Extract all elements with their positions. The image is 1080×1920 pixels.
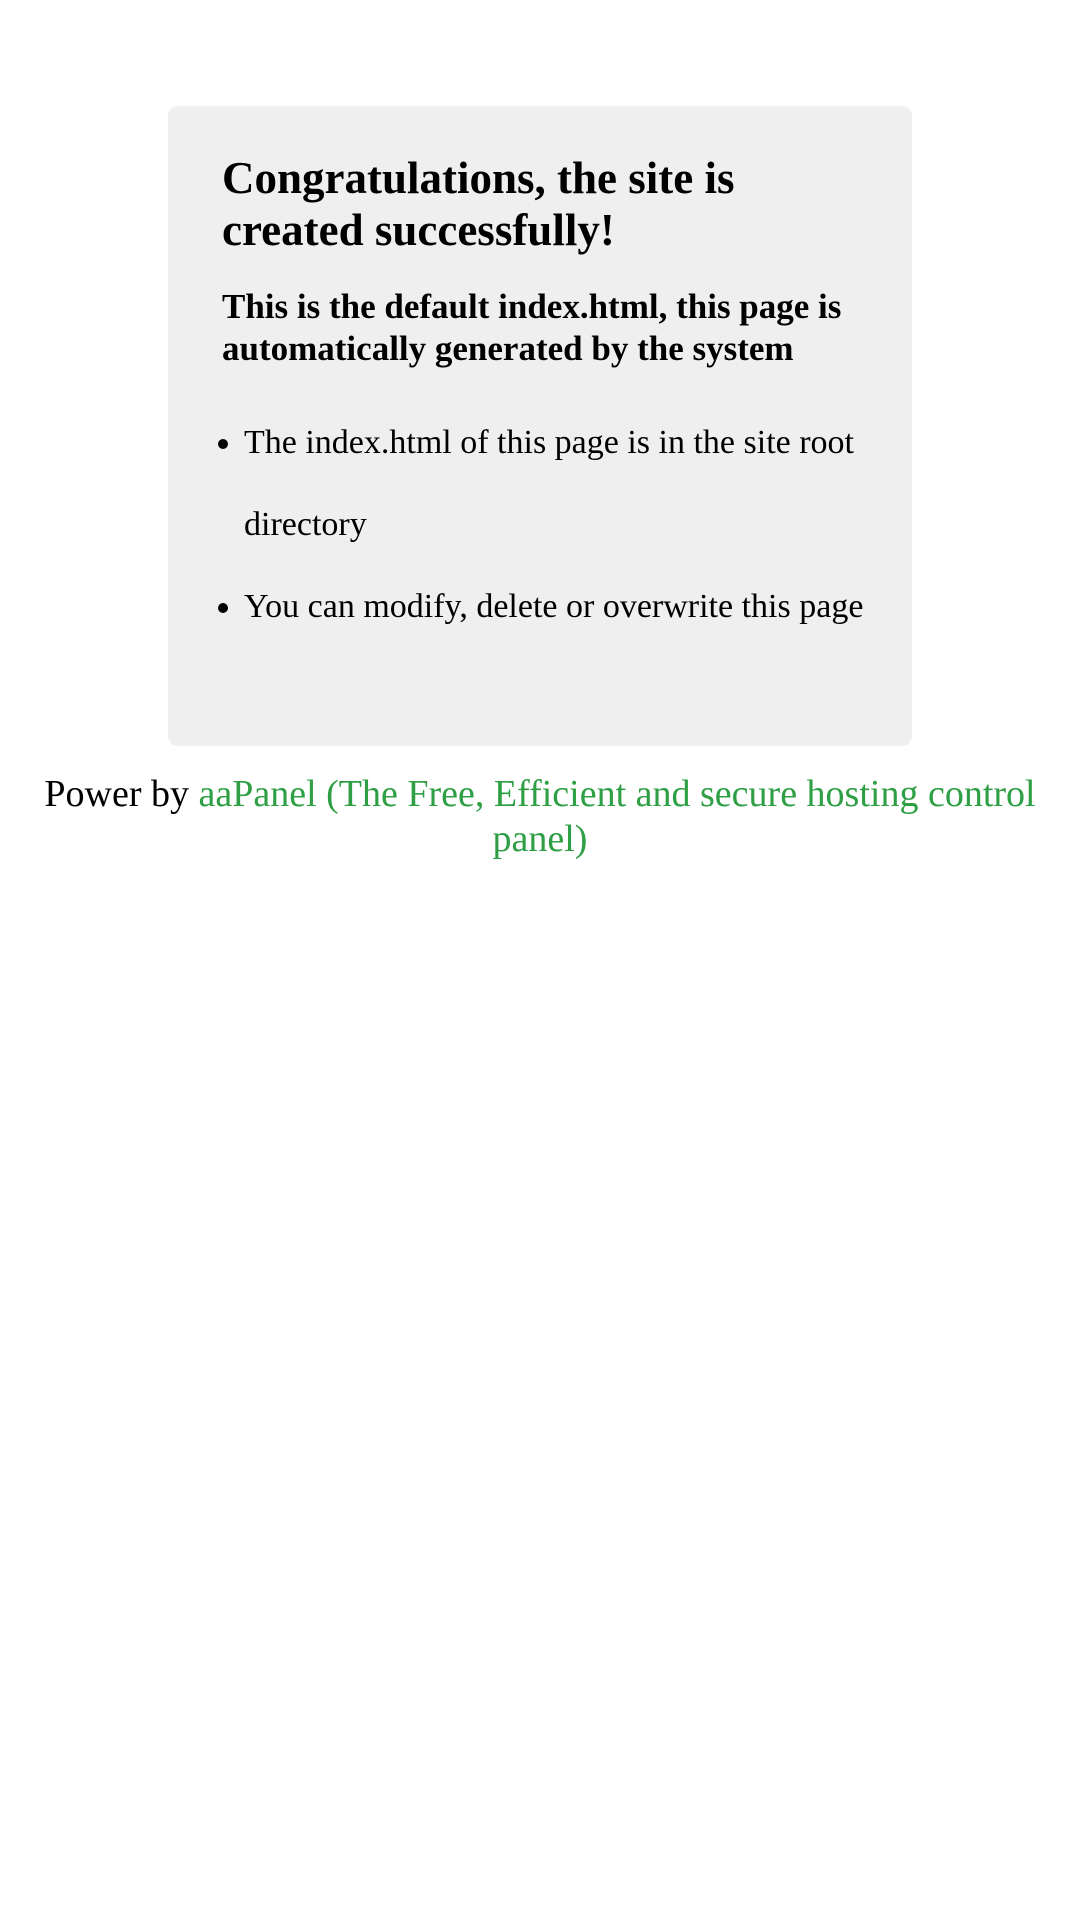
aapanel-link[interactable]: aaPanel (The Free, Efficient and secure hosting control panel) [198,773,1036,860]
footer-prefix: Power by [44,773,199,815]
page-subtitle: This is the default index.html, this page is automatically generated by the system [222,287,842,368]
page-title: Congratulations, the site is created successfully! [222,153,735,255]
info-list [222,402,872,648]
list-item: • The index.html of this page is in the site root directory [244,402,872,566]
list-item: • You can modify, delete or overwrite this page [244,566,872,648]
footer [20,772,1060,862]
welcome-card [168,106,912,746]
